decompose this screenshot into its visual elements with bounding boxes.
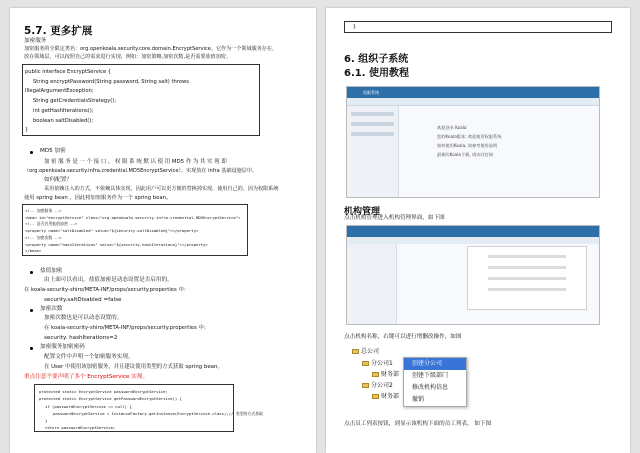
- app-header: [347, 226, 599, 237]
- section-heading-org: 6. 组织子系统: [344, 54, 409, 65]
- code-line: protected static EncryptService passwordEncryptService;: [39, 389, 168, 394]
- tree-node-branch2[interactable]: [362, 382, 393, 389]
- code-line: int getHashIterations();: [33, 107, 94, 114]
- code-line: }: [45, 418, 48, 424]
- code-line: <property name="hashIterations" value="${security.hashIterations}"></property>: [25, 241, 208, 247]
- right-page: [326, 8, 630, 453]
- code-line: passwordEncryptService = InstanceFactory.getInstance(EncryptService.class);// 类型的方式获取: [53, 410, 263, 416]
- config-para-1: 采用依赖注入的方式，不依赖具体实现，因此用户可以更方便的替换掉实现。使用自己的。因为权限系统: [44, 186, 279, 192]
- encrypt-desc-1: 加密服务的全限定类名：org.openkoala.security.core.domain.EncryptService。它作为一个领域服务存在，: [24, 46, 278, 52]
- folder-icon: [372, 372, 379, 377]
- md5-para-2: （org.openkoala.security.infra.credential.MD5EncryptService）。实现放在 infra 基础设施层中。: [24, 168, 258, 174]
- tree-leaf-finance2[interactable]: [372, 393, 399, 400]
- welcome-line: 欢迎登录 Koala: [437, 125, 467, 130]
- encrypt-title: 加密服务: [24, 38, 47, 44]
- section-heading-extend: 5.7. 更多扩展: [24, 25, 93, 37]
- code-line: <!-- 加密服务 -->: [25, 208, 62, 213]
- employee-list-description: 点击员工列表按钮，到显示该机构下面的员工列表， 如下图: [344, 421, 492, 427]
- encrypt-desc-2: 放在领域层，可以按照自己的需求进行实现。例如：加密策略,加密次数,是否需要盐值加密。: [24, 54, 231, 60]
- config-question: 如何配置？: [44, 177, 72, 183]
- app-sidebar: [347, 106, 399, 198]
- salt-para-2: 在 koala-security-shiro/META-INF/props/security.properties 中：: [24, 287, 190, 293]
- bullet: [30, 309, 33, 312]
- code-line: <bean id="encryptService" class="org.openkoala.security.infra.credential.MD5EncryptService">: [25, 214, 241, 220]
- left-page: [10, 8, 316, 453]
- interface-code-block: [22, 64, 260, 136]
- code-line: protected static EncryptService getPasswordEncryptService() {: [39, 396, 182, 402]
- screenshot-home: [346, 86, 600, 198]
- code-line: <!-- 是否启用盐值加密 -->: [25, 221, 78, 227]
- code-line: </bean>: [25, 248, 42, 254]
- welcome-panel: [437, 123, 501, 159]
- app-header: [347, 87, 599, 98]
- menu-item-edit-org[interactable]: 修改机构信息: [412, 384, 449, 391]
- context-menu: [403, 357, 467, 407]
- folder-icon: [362, 361, 369, 366]
- xml-code-block: [22, 204, 248, 256]
- code-line: return passwordEncryptService;: [45, 425, 116, 431]
- salt-title: 盐值加密: [40, 268, 63, 274]
- folder-icon: [362, 383, 369, 388]
- code-line: if (passwordEncryptService == null) {: [45, 403, 132, 409]
- app-toolbar: [347, 237, 600, 244]
- iter-para-1: 加密次数也是可以动态设置的。: [44, 315, 123, 321]
- code-line: }: [25, 127, 29, 134]
- code-line: String getCredentialsStrategy();: [33, 98, 117, 105]
- code-line: }: [353, 24, 357, 30]
- iter-para-2: 在 koala-security-shiro/META-INF/props/security.properties 中：: [44, 325, 210, 331]
- md5-para-1: 加 密 服 务 是 一 个 接 口 ， 权 限 系 统 默 认 使 用 MD5 作 为 其 实 现 即: [44, 159, 227, 165]
- org-description: 点击机构管理进入机构管理界面，如下图: [344, 215, 445, 221]
- code-line: boolean saltDisabled();: [33, 117, 94, 124]
- md5-title: MD5 加密: [40, 148, 66, 154]
- bullet: [30, 271, 33, 274]
- tree-node-branch1[interactable]: [362, 360, 393, 367]
- iter-para-3: security. hashIterations=2: [44, 335, 118, 341]
- iter-title: 加密次数: [40, 306, 63, 312]
- salt-para-1: 由上面可以看出，盐值加密是动态设置是否启用的。: [44, 277, 173, 283]
- config-para-2: 使用 spring bean ，因此将加密服务作为一个 spring bean。: [24, 195, 172, 201]
- app-title: 权限系统: [363, 90, 379, 95]
- welcome-line: 最新的Koala下载, 请访问官网: [437, 152, 493, 157]
- section-heading-tutorial: 6.1. 使用教程: [344, 68, 409, 79]
- code-line: String encryptPassword(String password, String salt) throws: [33, 78, 189, 85]
- bullet: [30, 347, 33, 350]
- menu-item-revoke[interactable]: 撤销: [412, 396, 425, 403]
- welcome-line: 如何使用Koala, 请参考使用说明: [437, 143, 498, 148]
- folder-icon: [352, 349, 359, 354]
- tree-label: 总公司: [361, 348, 380, 355]
- menu-item-create-branch[interactable]: 创建分公司: [404, 358, 466, 370]
- welcome-line: 您的Koala版本: 欢迎使用权限系统: [437, 134, 502, 139]
- tree-label: 财务部: [381, 371, 400, 378]
- get-para-2: 在 User 中使用该加密服务，并且建议使用类型的方式获取 spring bean。: [44, 364, 223, 370]
- get-para-1: 配置文件中声明一个加密服务实现。: [44, 354, 134, 360]
- menu-item-create-department[interactable]: 创建下级部门: [412, 372, 449, 379]
- node-description: 点击机构名称，右键可以进行增删改操作，如图: [344, 334, 462, 340]
- folder-icon: [372, 394, 379, 399]
- screenshot-org-management: [346, 225, 600, 325]
- code-line: IllegalArgumentException;: [25, 88, 94, 95]
- bullet: [30, 151, 33, 154]
- code-line: <!-- 加密次数 -->: [25, 234, 62, 240]
- app-toolbar: [347, 98, 600, 106]
- code-line: <property name="saltDisabled" value="${security.saltDisabled}"></property>: [25, 228, 199, 234]
- app-sidebar: [347, 244, 397, 325]
- tree-label: 财务部: [381, 393, 400, 400]
- tree-label: 分公司2: [371, 382, 393, 389]
- tree-label: 分公司1: [371, 360, 393, 367]
- salt-para-3: security.saltDisabled =false: [44, 297, 122, 303]
- code-line: public interface EncryptService {: [25, 69, 112, 75]
- org-heading: 机构管理: [344, 207, 381, 217]
- code-block-end: [344, 21, 612, 33]
- org-form-panel: [467, 246, 587, 310]
- warning-note: 重点注意不要声明了多个 EncryptService 实现。: [24, 374, 149, 380]
- tree-leaf-finance1[interactable]: [372, 371, 399, 378]
- tree-root[interactable]: [352, 348, 379, 355]
- java-code-block: [34, 384, 263, 432]
- get-title: 加密服务加密密码: [40, 344, 85, 350]
